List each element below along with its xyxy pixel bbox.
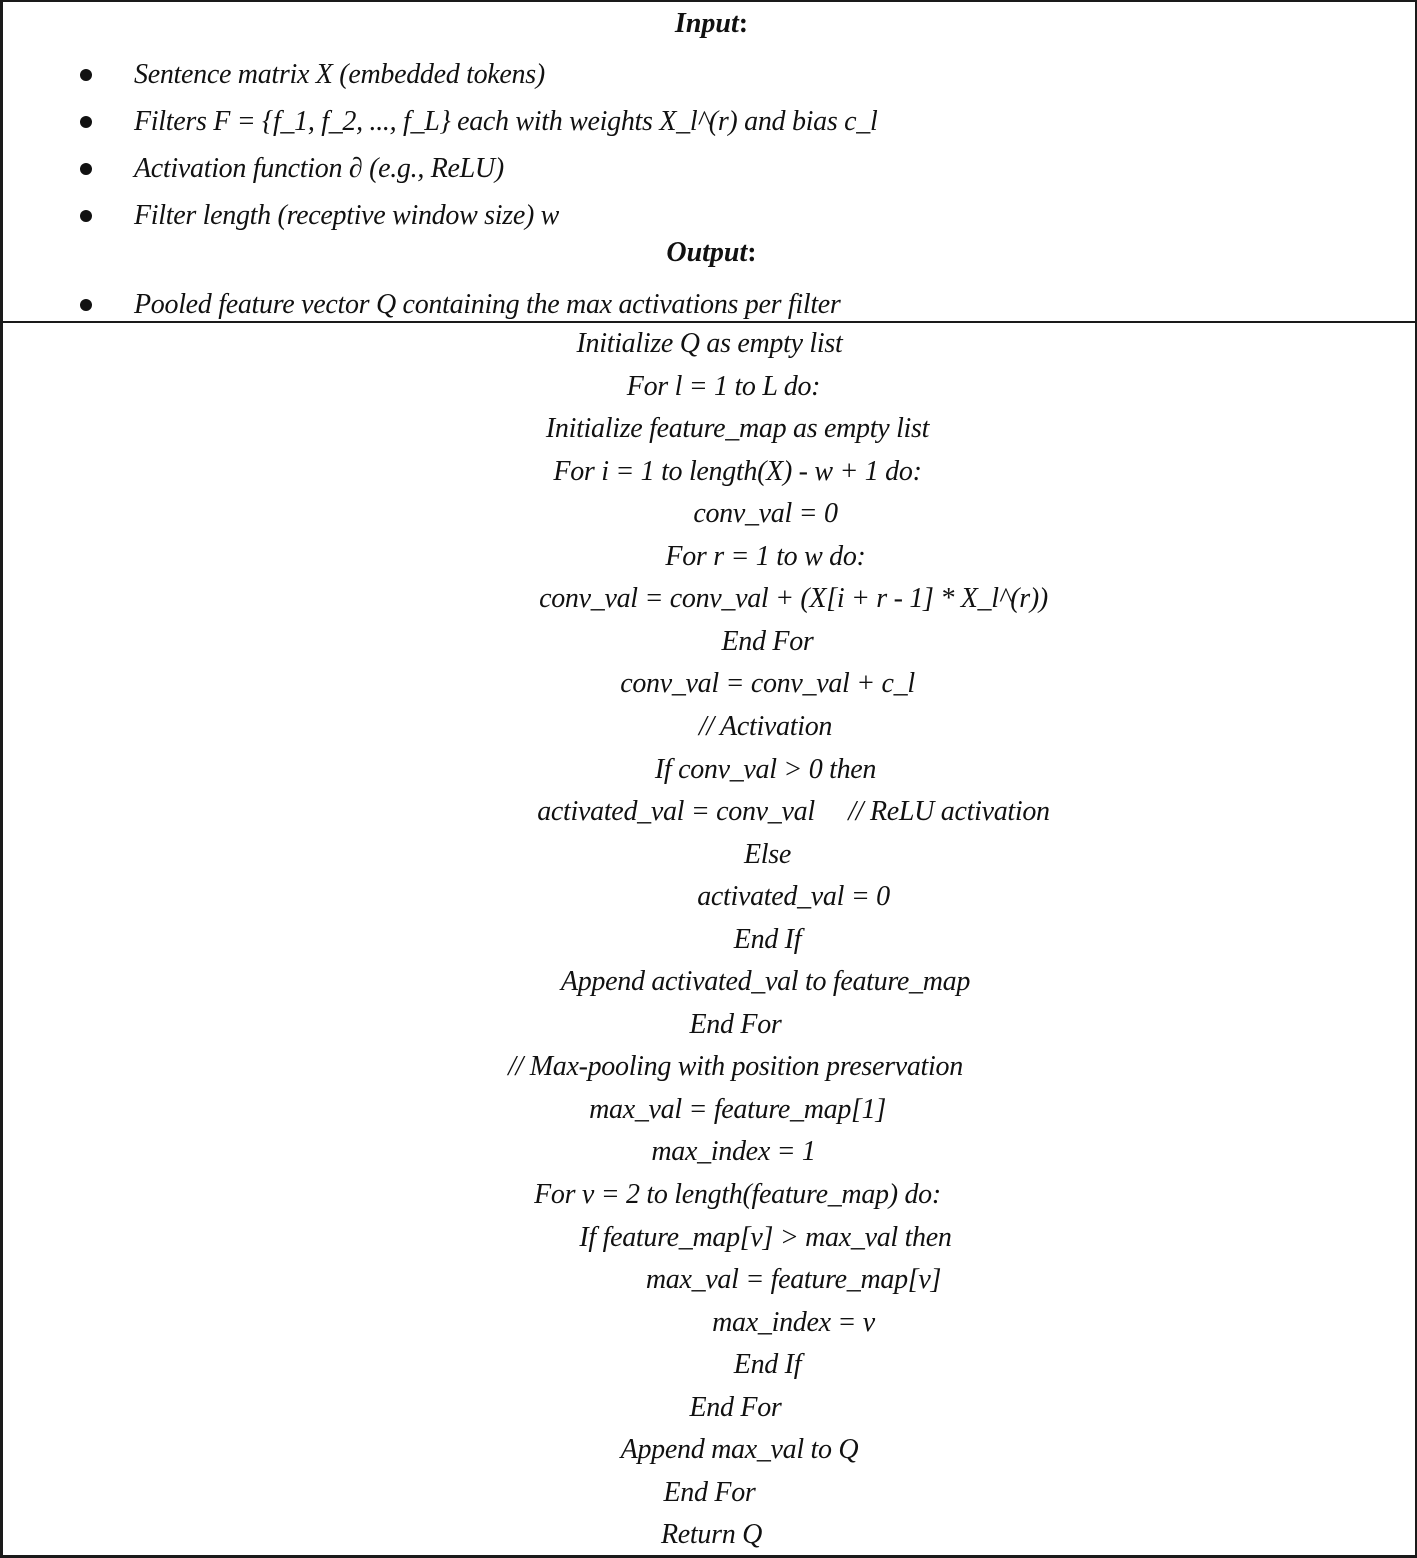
pseudocode-line: For r = 1 to w do: [665, 540, 866, 572]
pseudocode-line: If conv_val > 0 then [654, 753, 877, 785]
pseudocode-line: Return Q [660, 1519, 763, 1551]
input-heading-colon: : [738, 8, 749, 39]
pseudocode-line: max_index = v [712, 1306, 875, 1338]
bullet-icon [80, 299, 92, 311]
pseudocode-line: max_val = feature_map[1] [589, 1093, 886, 1125]
input-item-text: Filters F = {f_1, f_2, ..., f_L} each with weights X_l^(r) and bias c_l [134, 106, 878, 137]
pseudocode-line: // Max-pooling with position preservation [508, 1051, 963, 1083]
input-item-text: Activation function ∂ (e.g., ReLU) [134, 153, 504, 184]
pseudocode-line: End For [663, 1476, 756, 1508]
pseudocode-line: conv_val = conv_val + c_l [620, 668, 915, 700]
input-item-text: Filter length (receptive window size) w [134, 200, 560, 231]
io-specification [3, 2, 1417, 323]
pseudocode-line: End For [689, 1391, 782, 1423]
pseudocode-line: activated_val = 0 [697, 881, 890, 913]
pseudocode-line: activated_val = conv_val // ReLU activation [537, 796, 1050, 828]
output-item-text: Pooled feature vector Q containing the max activations per filter [134, 289, 841, 320]
pseudocode-line: End If [733, 923, 802, 955]
pseudocode-line: Initialize feature_map as empty list [545, 413, 930, 445]
input-item [3, 58, 1417, 92]
output-heading [3, 236, 1417, 270]
pseudocode-line: // Activation [698, 710, 833, 742]
section-divider [3, 321, 1417, 323]
bullet-icon [80, 69, 92, 81]
pseudocode-line: Append max_val to Q [620, 1434, 859, 1466]
output-heading-colon: : [747, 237, 757, 268]
pseudocode-line: max_index = 1 [651, 1136, 816, 1168]
input-heading-text: Input [674, 8, 739, 39]
pseudocode-line: End For [689, 1008, 782, 1040]
input-item [3, 199, 1417, 233]
output-item [3, 288, 1417, 322]
bullet-icon [80, 163, 92, 175]
pseudocode-line: max_val = feature_map[v] [645, 1264, 942, 1296]
pseudocode-line: For l = 1 to L do: [626, 370, 821, 402]
bullet-icon [80, 210, 92, 222]
pseudocode-line: If feature_map[v] > max_val then [579, 1221, 952, 1253]
input-item [3, 105, 1417, 139]
input-item [3, 152, 1417, 186]
bullet-icon [80, 116, 92, 128]
pseudocode-line: Initialize Q as empty list [576, 328, 843, 359]
pseudocode-line: End If [733, 1349, 802, 1381]
pseudocode-line: conv_val = conv_val + (X[i + r - 1] * X_l^(r)) [539, 583, 1048, 615]
pseudocode-line: End For [721, 625, 814, 657]
input-heading [3, 7, 1417, 41]
pseudocode-line: For v = 2 to length(feature_map) do: [534, 1179, 941, 1210]
pseudocode-line: Else [743, 838, 791, 870]
pseudocode-line: conv_val = 0 [693, 498, 838, 530]
pseudocode-line: Append activated_val to feature_map [560, 966, 971, 998]
output-heading-text: Output [666, 237, 748, 268]
pseudocode-line: For i = 1 to length(X) - w + 1 do: [553, 455, 922, 487]
input-item-text: Sentence matrix X (embedded tokens) [134, 59, 545, 90]
